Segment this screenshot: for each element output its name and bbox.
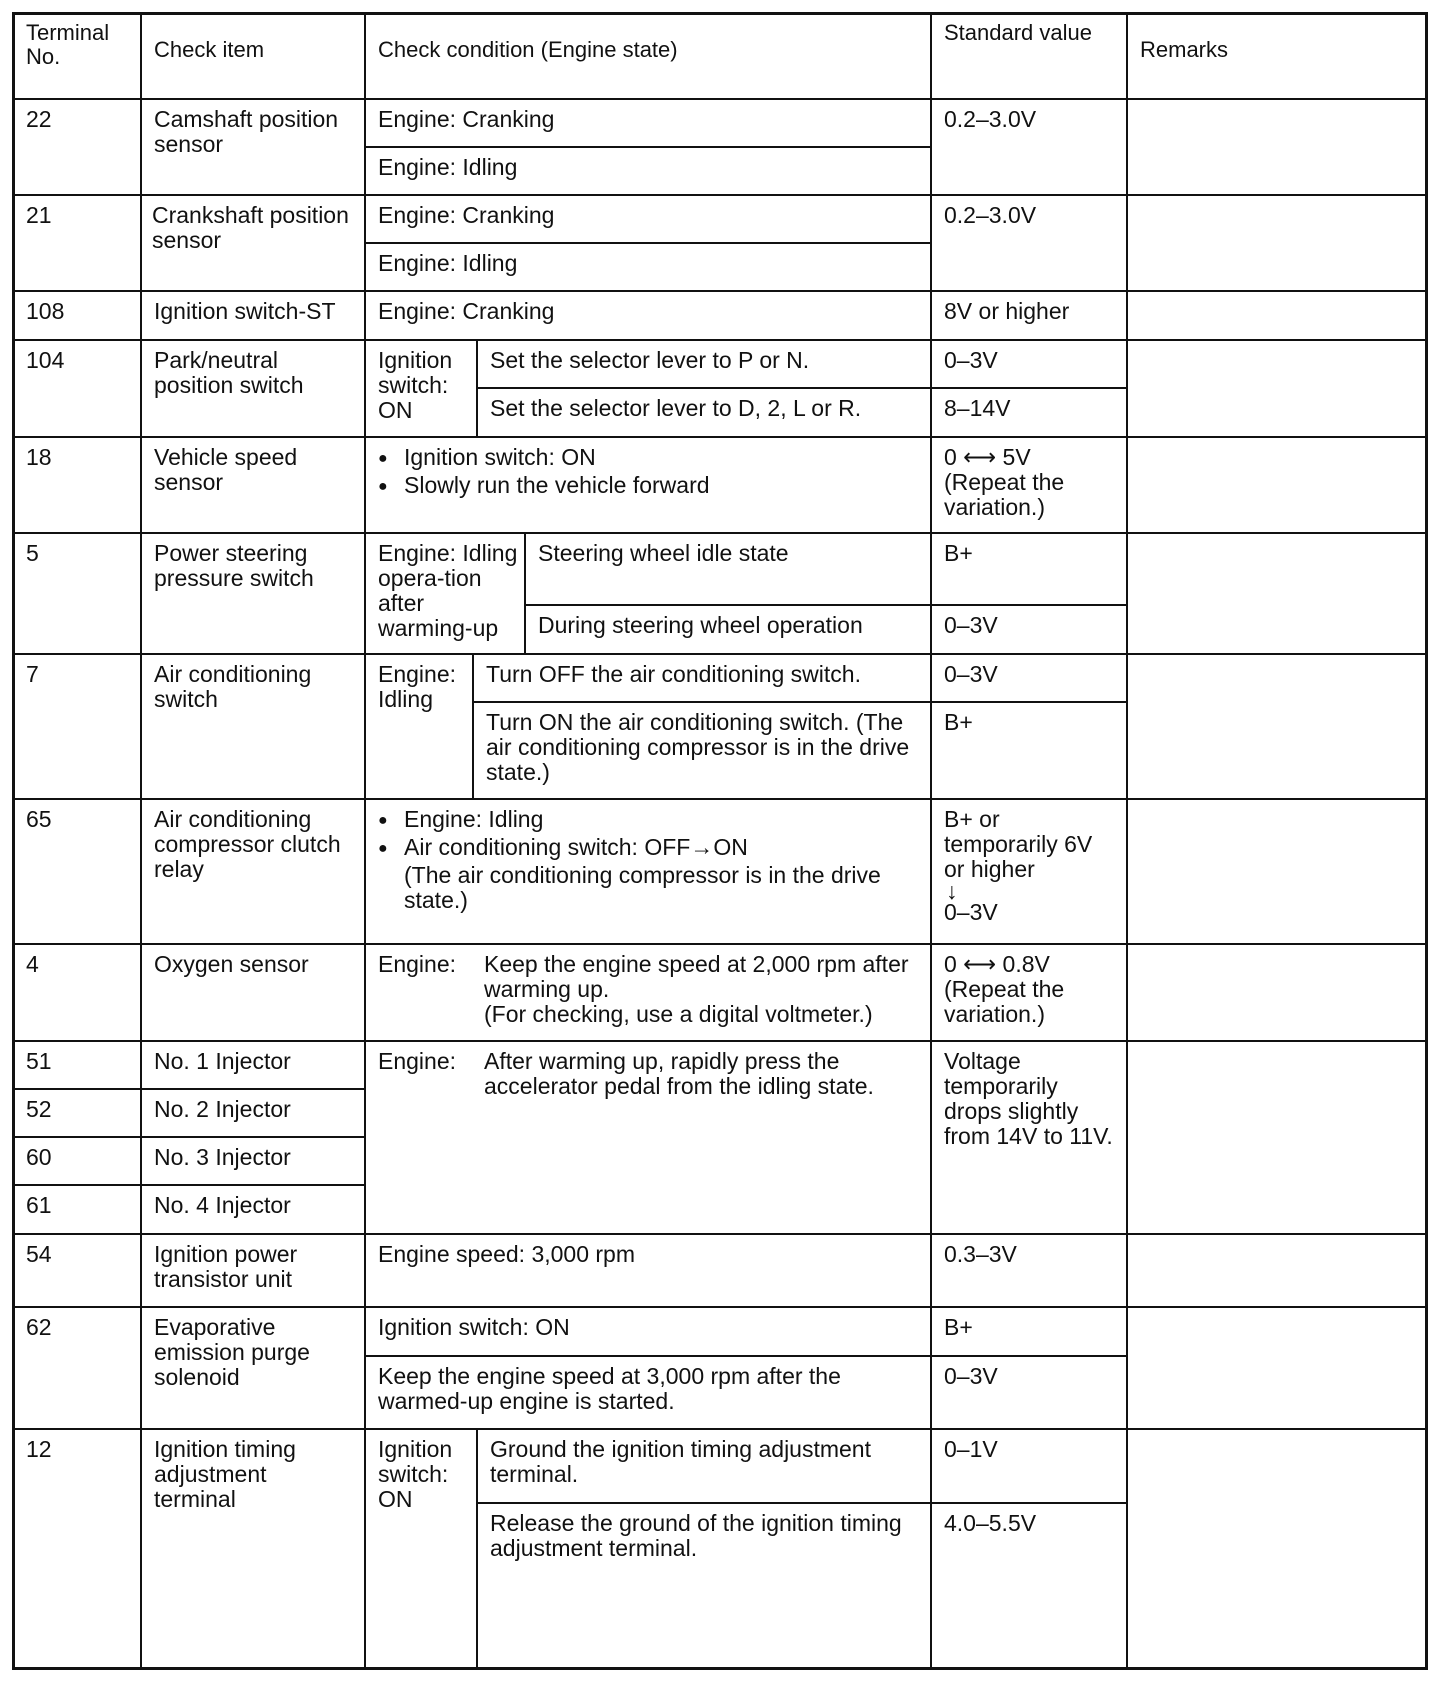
header-check-item: Check item	[140, 12, 364, 98]
terminal-54: 54	[12, 1233, 140, 1306]
condition-108: Engine: Cranking	[364, 290, 930, 339]
item-vehicle-speed-sensor: Vehicle speed sensor	[140, 436, 364, 532]
terminal-62: 62	[12, 1306, 140, 1428]
item-ignition-timing-adjustment-terminal: Ignition timing adjustment terminal	[140, 1428, 364, 1670]
terminal-61: 61	[12, 1184, 140, 1233]
value-65-initial: B+ or temporarily 6V or higher	[944, 806, 1093, 882]
value-104-d-2-l-r: 8–14V	[930, 387, 1126, 436]
remarks-104	[1126, 339, 1428, 436]
remarks-18	[1126, 436, 1428, 532]
terminal-108: 108	[12, 290, 140, 339]
terminal-18: 18	[12, 436, 140, 532]
condition-65-note: (The air conditioning compressor is in the drive state.)	[404, 862, 881, 913]
state-104: Ignition switch: ON	[364, 339, 476, 436]
item-camshaft-position-sensor: Camshaft position sensor	[140, 98, 364, 194]
remarks-65	[1126, 798, 1428, 943]
value-7-on: B+	[930, 701, 1126, 798]
item-no-3-injector: No. 3 Injector	[140, 1136, 364, 1184]
header-remarks: Remarks	[1126, 12, 1428, 98]
condition-65-bullet-2: ● Air conditioning switch: OFF→ON	[378, 835, 920, 863]
header-terminal-no: Terminal No.	[12, 12, 140, 98]
remarks-22	[1126, 98, 1428, 194]
condition-62-engine-speed: Keep the engine speed at 3,000 rpm after the warmed-up engine is started.	[364, 1355, 930, 1428]
terminal-7: 7	[12, 653, 140, 798]
value-22: 0.2–3.0V	[930, 98, 1126, 194]
condition-104-p-n: Set the selector lever to P or N.	[476, 339, 930, 387]
value-21: 0.2–3.0V	[930, 194, 1126, 290]
item-ignition-power-transistor-unit: Ignition power transistor unit	[140, 1233, 364, 1306]
condition-injectors	[364, 1040, 930, 1233]
condition-62-ignition-on: Ignition switch: ON	[364, 1306, 930, 1355]
terminal-51: 51	[12, 1040, 140, 1088]
value-65-final: 0–3V	[944, 899, 998, 925]
item-no-1-injector: No. 1 Injector	[140, 1040, 364, 1088]
remarks-54	[1126, 1233, 1428, 1306]
value-65-arrow: ↓	[946, 878, 958, 904]
condition-18	[364, 436, 930, 532]
value-104-p-n: 0–3V	[930, 339, 1126, 387]
terminal-52: 52	[12, 1088, 140, 1136]
header-check-condition: Check condition (Engine state)	[364, 12, 930, 98]
item-ignition-switch-st: Ignition switch-ST	[140, 290, 364, 339]
item-park-neutral-position-switch: Park/neutral position switch	[140, 339, 364, 436]
terminal-12: 12	[12, 1428, 140, 1670]
condition-4	[364, 943, 930, 1040]
value-5-steering-operation: 0–3V	[930, 604, 1126, 653]
state-5: Engine: Idling opera-tion after warming-up	[364, 532, 524, 653]
terminal-21: 21	[12, 194, 140, 290]
remarks-108	[1126, 290, 1428, 339]
terminal-4: 4	[12, 943, 140, 1040]
condition-7-off: Turn OFF the air conditioning switch.	[472, 653, 930, 701]
condition-5-idle-state: Steering wheel idle state	[524, 532, 930, 604]
condition-65-bullet-1: ● Engine: Idling	[378, 807, 920, 835]
terminal-65: 65	[12, 798, 140, 943]
value-5-idle-state: B+	[930, 532, 1126, 604]
condition-65	[364, 798, 930, 943]
value-4: 0 ⟷ 0.8V (Repeat the variation.)	[930, 943, 1126, 1040]
condition-104-d-2-l-r: Set the selector lever to D, 2, L or R.	[476, 387, 930, 436]
item-crankshaft-position-sensor: Crankshaft position sensor	[140, 194, 364, 290]
value-108: 8V or higher	[930, 290, 1126, 339]
terminal-104: 104	[12, 339, 140, 436]
condition-22-cranking: Engine: Cranking	[364, 98, 930, 146]
header-standard-value: Standard value	[930, 12, 1126, 98]
remarks-7	[1126, 653, 1428, 798]
terminal-22: 22	[12, 98, 140, 194]
condition-4-note: (For checking, use a digital voltmeter.)	[484, 1001, 873, 1027]
value-62-ignition-on: B+	[930, 1306, 1126, 1355]
item-air-conditioning-switch: Air conditioning switch	[140, 653, 364, 798]
terminal-60: 60	[12, 1136, 140, 1184]
item-evap-emission-purge-solenoid: Evaporative emission purge solenoid	[140, 1306, 364, 1428]
remarks-4	[1126, 943, 1428, 1040]
condition-7-on: Turn ON the air conditioning switch. (The air conditioning compressor is in the drive state.)	[472, 701, 930, 798]
remarks-injectors	[1126, 1040, 1428, 1233]
condition-21-cranking: Engine: Cranking	[364, 194, 930, 242]
item-no-2-injector: No. 2 Injector	[140, 1088, 364, 1136]
remarks-21	[1126, 194, 1428, 290]
value-12-ground: 0–1V	[930, 1428, 1126, 1502]
item-oxygen-sensor: Oxygen sensor	[140, 943, 364, 1040]
condition-4-label: Engine:	[378, 951, 457, 977]
value-7-off: 0–3V	[930, 653, 1126, 701]
condition-21-idling: Engine: Idling	[364, 242, 930, 290]
item-power-steering-pressure-switch: Power steering pressure switch	[140, 532, 364, 653]
value-12-release: 4.0–5.5V	[930, 1502, 1126, 1670]
value-54: 0.3–3V	[930, 1233, 1126, 1306]
condition-injectors-label: Engine:	[378, 1048, 457, 1074]
condition-18-bullet-2: ● Slowly run the vehicle forward	[378, 473, 920, 501]
value-65	[930, 798, 1126, 943]
value-injectors: Voltage temporarily drops slightly from 14V to 11V.	[930, 1040, 1126, 1233]
state-12: Ignition switch: ON	[364, 1428, 476, 1670]
value-18: 0 ⟷ 5V (Repeat the variation.)	[930, 436, 1126, 532]
remarks-12	[1126, 1428, 1428, 1670]
value-62-engine-speed: 0–3V	[930, 1355, 1126, 1428]
item-ac-compressor-clutch-relay: Air conditioning compressor clutch relay	[140, 798, 364, 943]
condition-54: Engine speed: 3,000 rpm	[364, 1233, 930, 1306]
condition-18-bullet-1: ● Ignition switch: ON	[378, 445, 920, 473]
condition-injectors-text: After warming up, rapidly press the accelerator pedal from the idling state.	[484, 1048, 874, 1099]
condition-12-release: Release the ground of the ignition timing adjustment terminal.	[476, 1502, 930, 1670]
terminal-check-table	[12, 12, 1428, 1670]
condition-5-steering-operation: During steering wheel operation	[524, 604, 930, 653]
state-7: Engine: Idling	[364, 653, 472, 798]
condition-4-text: Keep the engine speed at 2,000 rpm after warming up.	[484, 951, 909, 1002]
item-no-4-injector: No. 4 Injector	[140, 1184, 364, 1233]
remarks-5	[1126, 532, 1428, 653]
remarks-62	[1126, 1306, 1428, 1428]
condition-22-idling: Engine: Idling	[364, 146, 930, 194]
terminal-5: 5	[12, 532, 140, 653]
condition-12-ground: Ground the ignition timing adjustment terminal.	[476, 1428, 930, 1502]
